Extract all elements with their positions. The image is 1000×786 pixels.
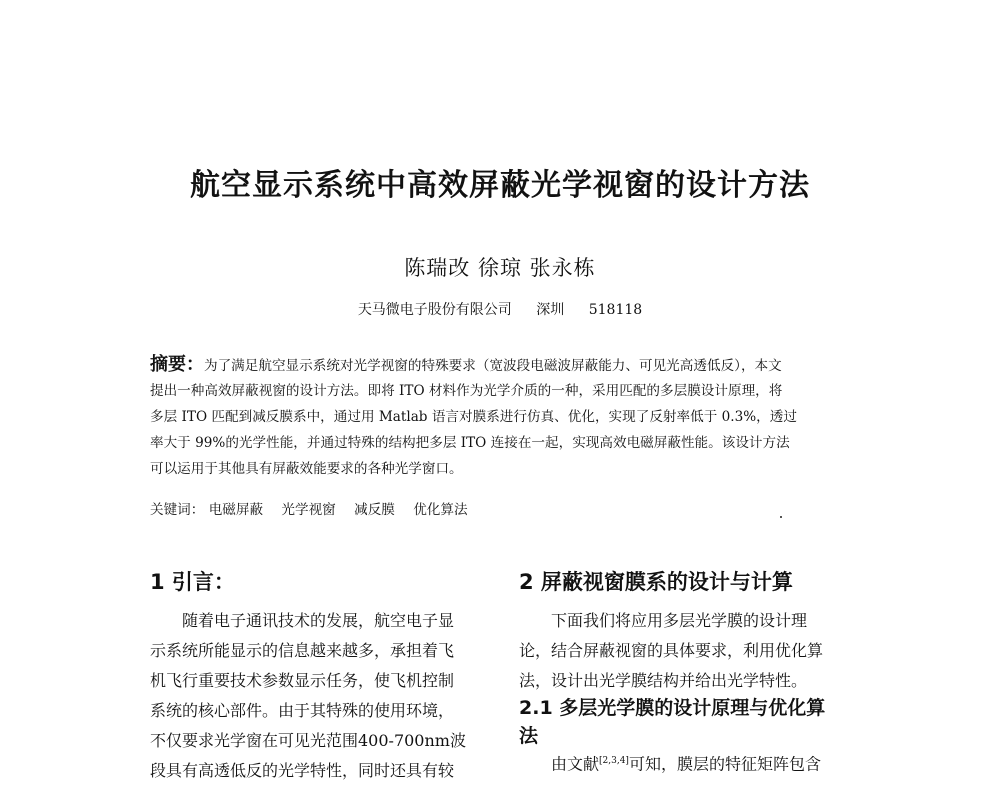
citation-ref: [2,3,4]: [599, 756, 629, 766]
section-2-1-body: [519, 746, 859, 776]
abstract-line: 提出一种高效屏蔽视窗的设计方法。即将 ITO 材料作为光学介质的一种，采用匹配的多层膜设计原理，将: [150, 383, 783, 399]
keywords-label: 关键词：: [150, 502, 205, 518]
body-line: 由文献[2,3,4]可知，膜层的特征矩阵包含: [551, 754, 821, 774]
body-line: 机飞行重要技术参数显示任务，使飞机控制: [150, 671, 455, 690]
subsection-2-1-heading-cont: 法: [519, 725, 539, 747]
keyword: 优化算法: [413, 502, 468, 518]
abstract-line: 多层 ITO 匹配到减反膜系中，通过用 Matlab 语言对膜系进行仿真、优化，实现了反射率低于 0.3%，透过: [150, 409, 797, 425]
body-line: 随着电子通讯技术的发展，航空电子显: [182, 611, 455, 630]
paper-title: 航空显示系统中高效屏蔽光学视窗的设计方法: [190, 168, 810, 203]
section-1-body: [150, 606, 490, 786]
abstract-line: 率大于 99%的光学性能，并通过特殊的结构把多层 ITO 连接在一起，实现高效电磁屏蔽性能。该设计方法: [150, 435, 790, 451]
abstract: [150, 352, 850, 482]
abstract-line: 可以运用于其他具有屏蔽效能要求的各种光学窗口。: [150, 461, 463, 477]
abstract-line: 摘要：为了满足航空显示系统对光学视窗的特殊要求（宽波段电磁波屏蔽能力、可见光高透低反），本文: [150, 354, 782, 375]
keyword: 减反膜: [354, 502, 395, 518]
abstract-label: 摘要：: [150, 354, 204, 375]
author-list: 陈瑞改 徐琼 张永栋: [404, 256, 596, 280]
keywords: [150, 498, 482, 518]
body-line: 示系统所能显示的信息越来越多，承担着飞: [150, 641, 455, 660]
body-line: 论，结合屏蔽视窗的具体要求，利用优化算: [519, 641, 824, 660]
body-line: 法，设计出光学膜结构并给出光学特性。: [519, 671, 808, 690]
affiliation-postcode: 518118: [588, 302, 643, 318]
affiliation-org: 天马微电子股份有限公司: [357, 302, 512, 318]
speck-mark: [780, 516, 782, 518]
body-line: 下面我们将应用多层光学膜的设计理: [551, 611, 808, 630]
body-line: 不仅要求光学窗在可见光范围400-700nm波: [150, 731, 466, 750]
keyword: 光学视窗: [281, 502, 336, 518]
body-line: 系统的核心部件。由于其特殊的使用环境，: [150, 701, 455, 720]
section-2-heading: 2 屏蔽视窗膜系的设计与计算: [519, 570, 793, 594]
subsection-2-1-heading: 2.1 多层光学膜的设计原理与优化算: [519, 697, 826, 719]
keyword: 电磁屏蔽: [208, 502, 264, 518]
affiliation: [0, 299, 1000, 319]
section-2-body: [519, 606, 859, 696]
body-line: 段具有高透低反的光学特性，同时还具有较: [150, 761, 455, 780]
affiliation-city: 深圳: [536, 302, 565, 318]
section-1-heading: 1 引言：: [150, 570, 235, 594]
